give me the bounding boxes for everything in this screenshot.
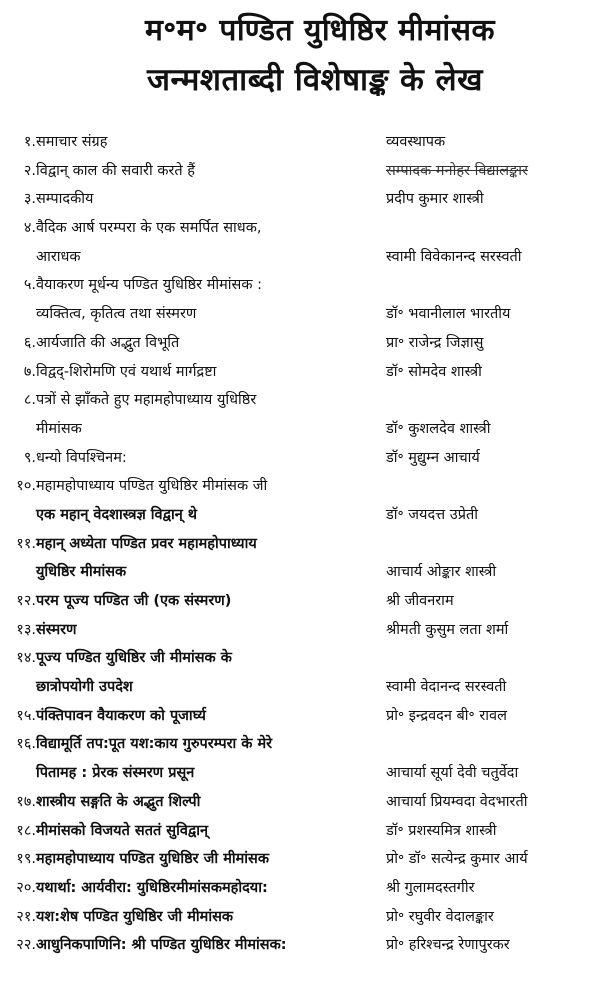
entry-title-continuation: एक महान् वेदशास्त्रज्ञ विद्वान् थे [36, 506, 198, 523]
entry-title: वैदिक आर्ष परम्परा के एक समर्पित साधक, [36, 220, 262, 237]
contents-row [0, 615, 600, 644]
entry-title: मीमांसको विजयते सततं सुविद्वान् [36, 822, 209, 839]
entry-author: स्वामी वेदानन्द सरस्वती [386, 679, 507, 696]
entry-number: १९. [16, 851, 36, 868]
entry-number: २२. [16, 937, 36, 954]
entry-author: श्रीमती कुसुम लता शर्मा [386, 621, 509, 638]
contents-row [0, 844, 600, 873]
contents-row [0, 443, 600, 472]
contents-row [0, 930, 600, 959]
contents-list [0, 127, 600, 959]
contents-row-continuation [0, 414, 600, 443]
contents-row [0, 787, 600, 816]
entry-title: यश:शेष पण्डित युधिष्ठिर जी मीमांसक [36, 908, 234, 925]
entry-author: स्वामी विवेकानन्द सरस्वती [386, 248, 522, 265]
entry-author: प्रदीप कुमार शास्त्री [386, 191, 484, 208]
entry-number: १४. [16, 650, 36, 667]
entry-number: १३. [16, 621, 36, 638]
entry-author: आचार्य ओङ्कार शास्त्री [386, 564, 497, 581]
entry-number: ७. [23, 363, 36, 380]
entry-title: समाचार संग्रह [36, 134, 108, 150]
contents-row [0, 184, 600, 213]
heading-line-1: म॰म॰ पण्डित युधिष्ठिर मीमांसक [144, 13, 496, 48]
contents-row [0, 270, 600, 299]
entry-title: महामहोपाध्याय पण्डित युधिष्ठिर मीमांसक जी [36, 478, 268, 495]
entry-title-continuation: युधिष्ठिर मीमांसक [36, 564, 127, 581]
entry-title-continuation: व्यक्तित्व, कृतित्व तथा संस्मरण [36, 306, 197, 323]
contents-row [0, 816, 600, 845]
contents-row [0, 127, 600, 156]
contents-row-continuation [0, 557, 600, 586]
entry-number: ४. [23, 220, 36, 237]
contents-row-continuation [0, 500, 600, 529]
contents-row [0, 471, 600, 500]
entry-title: पत्रों से झाँकते हुए महामहोपाध्याय युधिष्ठिर [36, 392, 257, 409]
entry-number: ३. [23, 191, 36, 208]
contents-row [0, 156, 600, 185]
contents-row-continuation [0, 758, 600, 787]
entry-author: सम्पादक मनोहर विद्यालङ्कार [386, 162, 528, 179]
entry-author: डॉ॰ भवानीलाल भारतीय [386, 306, 511, 323]
contents-row [0, 701, 600, 730]
entry-author: श्री जीवनराम [386, 593, 454, 609]
entry-title: सम्पादकीय [36, 191, 94, 208]
entry-number: ६. [23, 334, 36, 351]
entry-number: ८. [23, 392, 36, 409]
contents-row-continuation [0, 672, 600, 701]
entry-author: व्यवस्थापक [386, 134, 446, 150]
contents-row [0, 643, 600, 672]
entry-title: विद्यामूर्ति तप:पूत यश:काय गुरुपरम्परा के मेरे [36, 736, 273, 753]
entry-title: वैयाकरण मूर्धन्य पण्डित युधिष्ठिर मीमांसक : [36, 277, 262, 294]
entry-author: डॉ॰ प्रशस्यमित्र शास्त्री [386, 822, 497, 839]
entry-title: महान् अध्येता पण्डित प्रवर महामहोपाध्याय [36, 535, 257, 552]
contents-row [0, 902, 600, 931]
entry-title-continuation: छात्रोपयोगी उपदेश [36, 679, 133, 696]
entry-title-continuation: पितामह : प्रेरक संस्मरण प्रसून [36, 765, 195, 782]
entry-author: डॉ॰ जयदत्त उप्रेती [386, 506, 479, 523]
entry-title: यथार्था: आर्यवीरा: युधिष्ठिरमीमांसकमहोदया: [36, 879, 268, 896]
entry-author: श्री गुलामदस्तगीर [386, 879, 475, 896]
contents-row [0, 385, 600, 414]
contents-row [0, 328, 600, 357]
entry-author: डॉ॰ कुशलदेव शास्त्री [386, 420, 491, 437]
entry-number: १७. [16, 793, 36, 810]
entry-title: विद्वान् काल की सवारी करते हैं [36, 162, 195, 179]
entry-author: प्रा॰ राजेन्द्र जिज्ञासु [386, 334, 484, 351]
contents-row-continuation [0, 299, 600, 328]
contents-row [0, 213, 600, 242]
entry-title: शास्त्रीय सङ्गति के अद्भुत शिल्पी [36, 793, 201, 810]
entry-author: प्रो॰ इन्द्रवदन बी॰ रावल [386, 707, 507, 724]
contents-row-continuation [0, 242, 600, 271]
entry-author: डॉ॰ मुद्युम्न आचार्य [386, 449, 480, 466]
entry-author: डॉ॰ सोमदेव शास्त्री [386, 363, 482, 380]
contents-row [0, 529, 600, 558]
entry-number: १६. [16, 736, 36, 753]
entry-title: महामहोपाध्याय पण्डित युधिष्ठिर जी मीमांसक [36, 851, 269, 868]
contents-row [0, 729, 600, 758]
entry-title: आर्यजाति की अद्भुत विभूति [36, 334, 180, 351]
entry-author: आचार्या प्रियम्वदा वेदभारती [386, 793, 528, 810]
entry-author: आचार्या सूर्या देवी चतुर्वेदा [386, 765, 519, 782]
entry-title: पूज्य पण्डित युधिष्ठिर जी मीमांसक के [36, 650, 232, 667]
entry-title: विद्वद्-शिरोमणि एवं यथार्थ मार्गद्रष्टा [36, 363, 217, 380]
entry-number: ५. [23, 277, 36, 294]
contents-row [0, 586, 600, 615]
entry-title: संस्मरण [36, 621, 77, 638]
entry-title-continuation: आराधक [36, 248, 81, 265]
contents-row [0, 357, 600, 386]
entry-number: २०. [16, 879, 36, 896]
contents-row [0, 873, 600, 902]
entry-title: आधुनिकपाणिनि: श्री पण्डित युधिष्ठिर मीमांसक: [36, 937, 287, 954]
entry-title-continuation: मीमांसक [36, 420, 82, 437]
entry-author: प्रो॰ हरिश्चन्द्र रेणापुरकर [386, 937, 510, 954]
entry-number: ११. [16, 535, 36, 552]
entry-number: ९. [23, 449, 36, 466]
entry-author: प्रो॰ रघुवीर वेदालङ्कार [386, 908, 494, 925]
entry-title: धन्यो विपश्चिनम: [36, 449, 127, 466]
entry-number: १५. [16, 707, 36, 724]
entry-author: प्रो॰ डॉ॰ सत्येन्द्र कुमार आर्य [386, 851, 528, 868]
entry-number: १. [23, 134, 36, 150]
heading-line-2: जन्मशताब्दी विशेषाङ्क के लेख [147, 62, 483, 98]
entry-number: १२. [16, 593, 36, 609]
entry-number: २. [23, 162, 36, 179]
entry-number: १८. [16, 822, 36, 839]
entry-title: परम पूज्य पण्डित जी (एक संस्मरण) [36, 593, 232, 609]
entry-number: १०. [16, 478, 36, 495]
entry-title: पंक्तिपावन वैयाकरण को पूजार्घ्य [36, 707, 206, 724]
entry-number: २१. [16, 908, 36, 925]
